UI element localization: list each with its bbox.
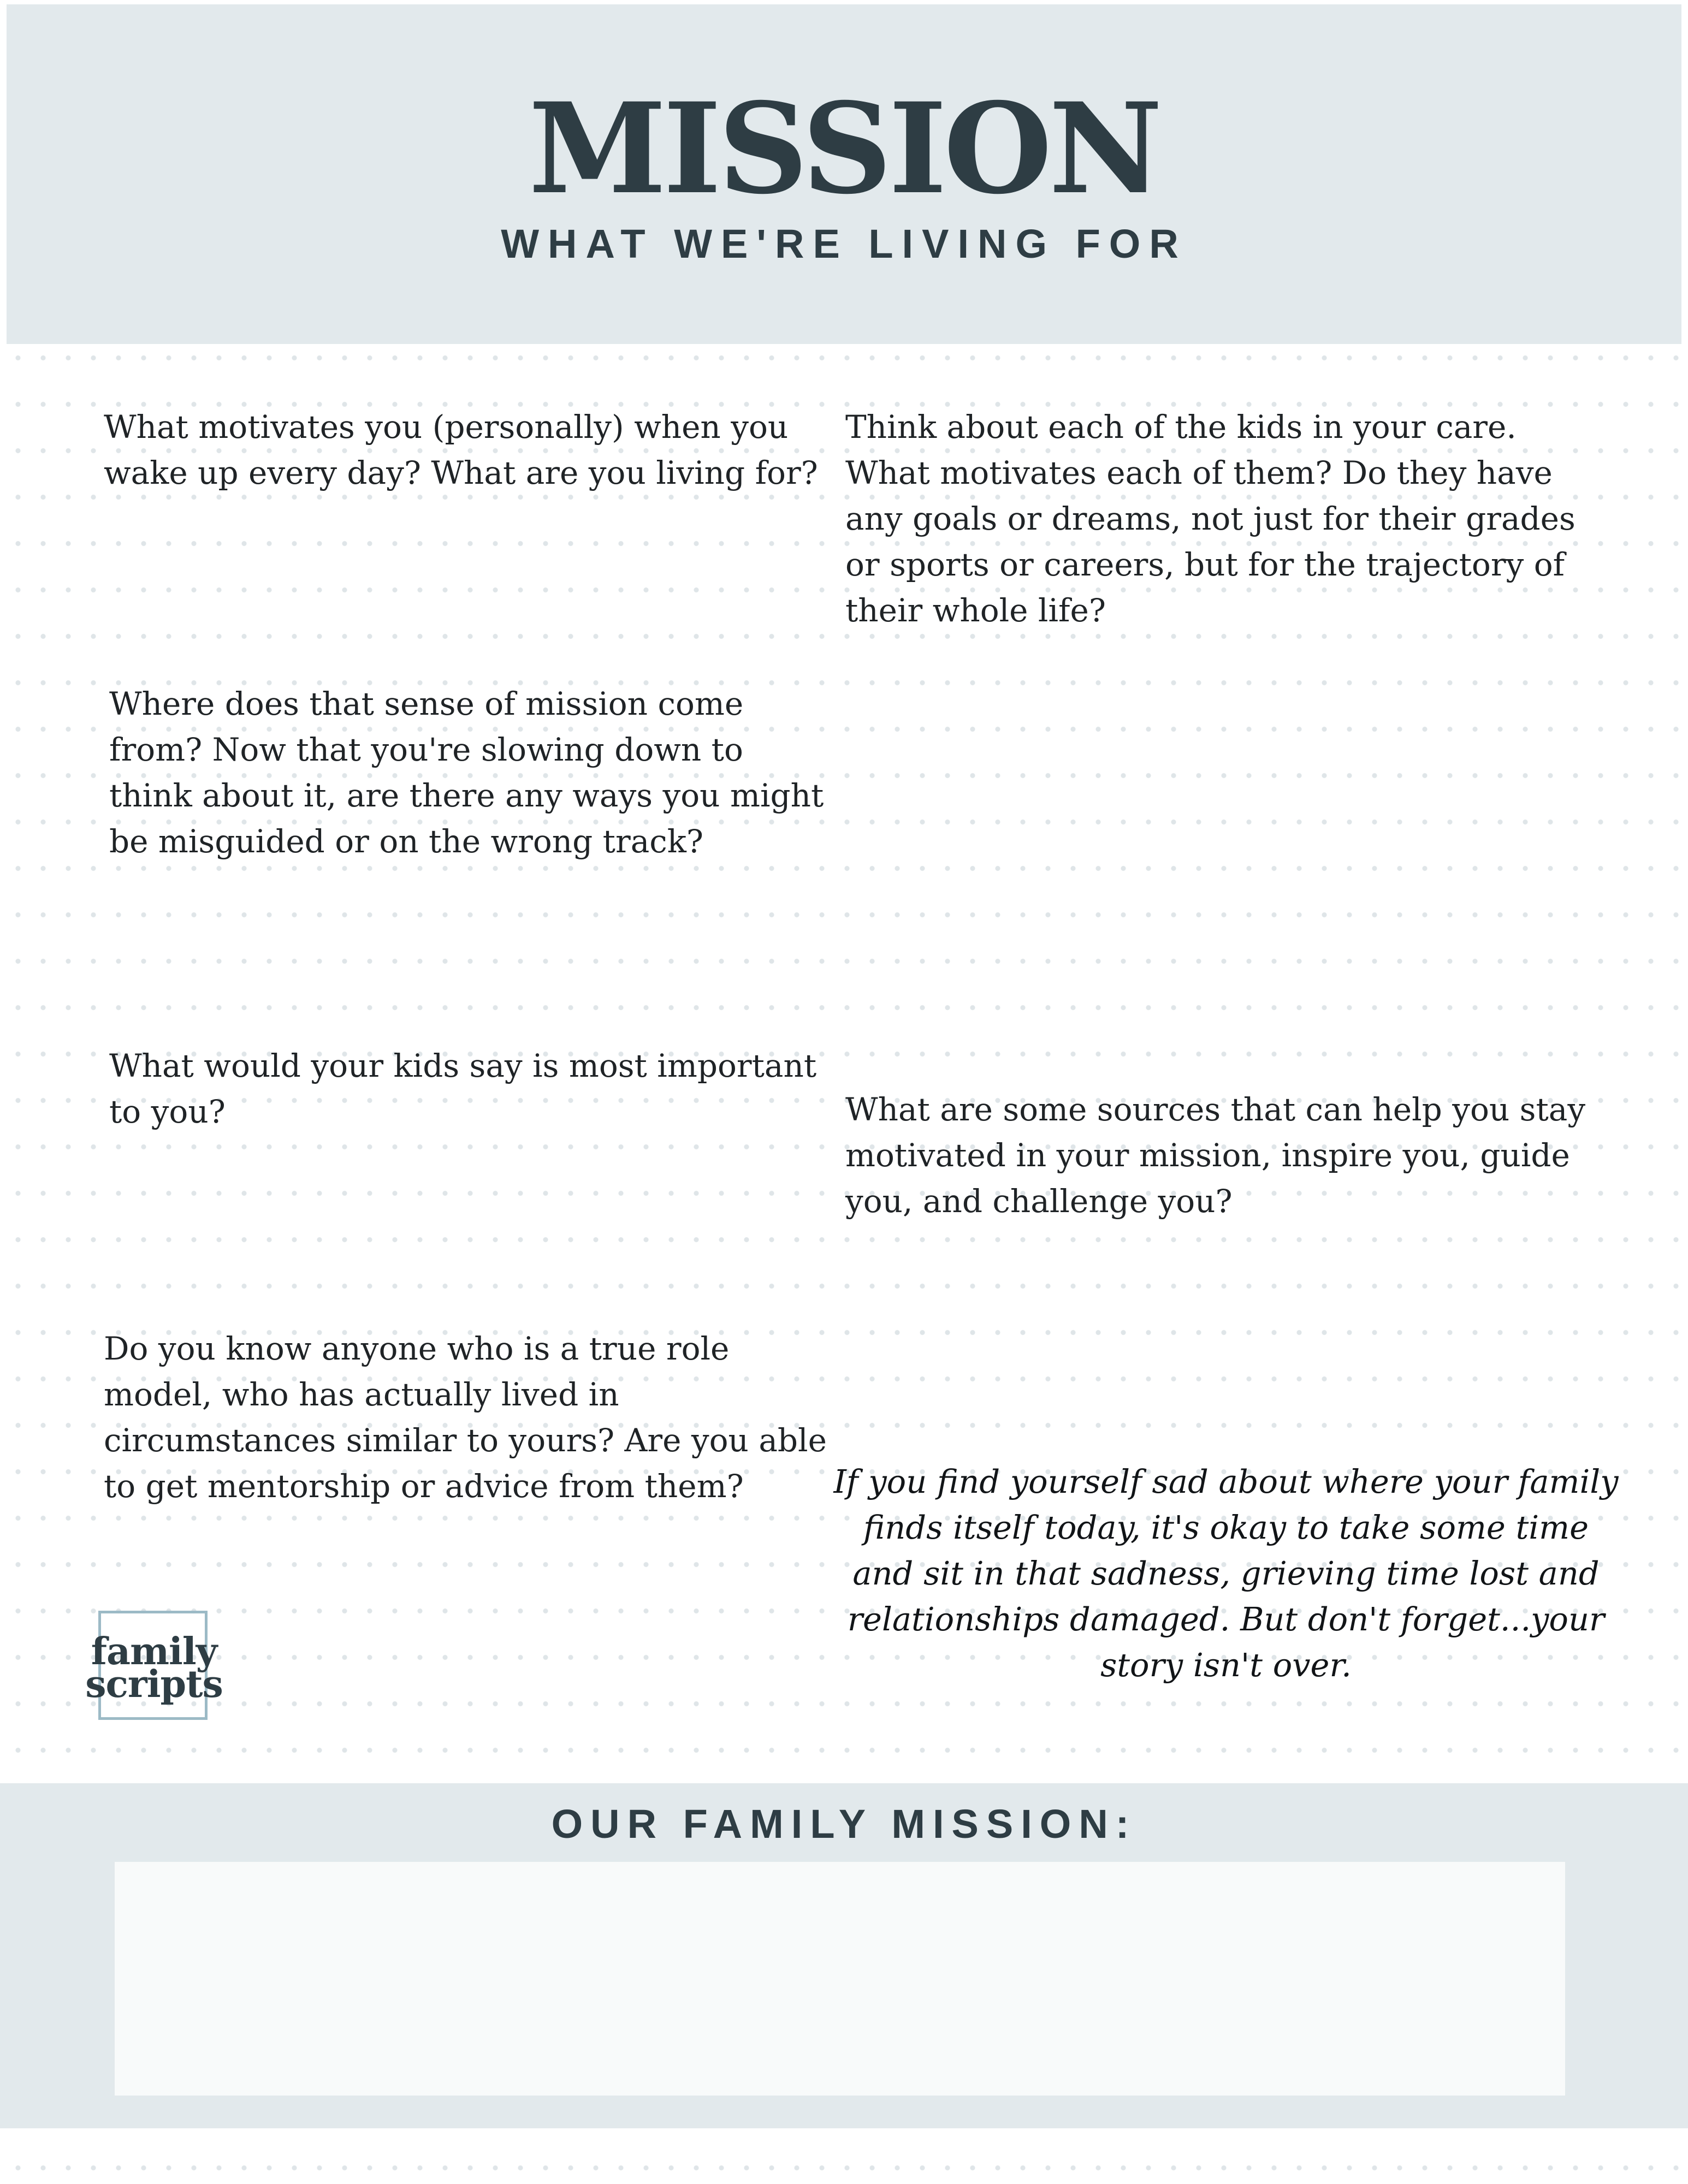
prompt-personal-motivation: What motivates you (personally) when you wake up every day? What are you living for? bbox=[104, 408, 818, 491]
family-mission-section bbox=[0, 1783, 1688, 2128]
page-subtitle: WHAT WE'RE LIVING FOR bbox=[501, 221, 1187, 266]
prompt-kids-view: What would your kids say is most important to you? bbox=[109, 1047, 817, 1130]
logo-line-family: family bbox=[91, 1630, 217, 1673]
prompt-role-model: Do you know anyone who is a true role model, who has actually lived in circumstances similar to yours? Are you able to get mentorship or advice from them? bbox=[104, 1330, 827, 1505]
header-banner bbox=[7, 4, 1681, 344]
encouragement-quote: If you find yourself sad about where your family finds itself today, it's okay to take some time and sit in that sadness, grieving time lost and relationships damaged. But don't forget...your story isn't over. bbox=[833, 1463, 1619, 1684]
family-scripts-logo bbox=[85, 1611, 223, 1720]
prompt-kids-motivation: Think about each of the kids in your care. What motivates each of them? Do they have any goals or dreams, not just for their grades or sports or careers, but for the trajectory of their whole life? bbox=[845, 408, 1576, 629]
prompt-motivation-sources: What are some sources that can help you stay motivated in your mission, inspire you, guide you, and challenge you? bbox=[845, 1091, 1586, 1220]
family-mission-answer-box[interactable] bbox=[115, 1862, 1565, 2096]
page-title: MISSION bbox=[529, 75, 1159, 222]
logo-line-scripts: scripts bbox=[85, 1663, 223, 1706]
prompt-mission-source: Where does that sense of mission come from? Now that you're slowing down to think about it, are there any ways you might be misguided or on the wrong track? bbox=[109, 685, 824, 860]
family-mission-label: OUR FAMILY MISSION: bbox=[551, 1801, 1137, 1847]
